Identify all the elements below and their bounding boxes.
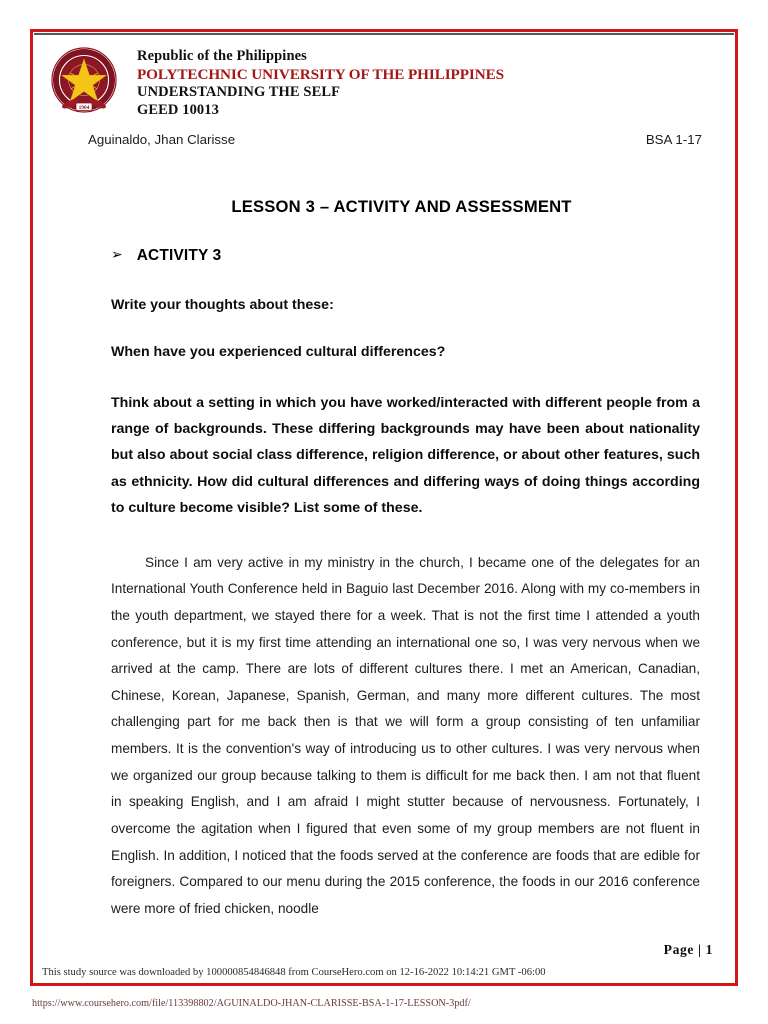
activity-heading	[111, 247, 700, 265]
letterhead-text	[137, 40, 504, 120]
answer-paragraph: Since I am very active in my ministry in the church, I became one of the delegates for an International Youth Conference held in Baguio last December 2016. Along with my co-members in the youth department, we stayed there for a week. That is not the first time I attended a youth conference, but it is my first time attending an international one so, I was very nervous when we arrived at the camp. There are lots of different cultures there. I met an American, Canadian, Chinese, Korean, Japanese, Spanish, German, and many more different cultures. The most challenging part for me back then is that we will form a group consisting of ten unfamiliar members. It is the convention's way of introducing us to other cultures. I was very nervous when we organized our group because talking to them is difficult for me back then. I am not that fluent in speaking English, and I am afraid I might stutter because of nervousness. Fortunately, I overcome the agitation when I figured that even some of my group members are not fluent in English. In addition, I noticed that the foods served at the conference are foods that are edible for foreigners. Compared to our menu during the 2015 conference, the foods in our 2016 conference were more of fried chicken, noodle	[111, 554, 700, 916]
letterhead-line-republic: Republic of the Philippines	[137, 48, 307, 64]
page-content-area	[33, 32, 735, 983]
download-watermark: This study source was downloaded by 100000854846848 from CourseHero.com on 12-16-2022 10:14:21 GMT -06:00	[42, 967, 546, 978]
prompt-instruction: Write your thoughts about these:	[111, 297, 334, 313]
letterhead-line-course-code: GEED 10013	[137, 101, 219, 118]
svg-text:1904: 1904	[78, 105, 90, 111]
source-url: https://www.coursehero.com/file/113398802/AGUINALDO-JHAN-CLARISSE-BSA-1-17-LESSON-3pdf/	[32, 998, 471, 1009]
student-info-row	[88, 132, 702, 147]
student-name: Aguinaldo, Jhan Clarisse	[88, 132, 236, 147]
prompt-detail: Think about a setting in which you have worked/interacted with different people from a range of backgrounds. These differing backgrounds may have been about nationality but also about social class difference, religion difference, or about other features, such as ethnicity. How did cultural differences and differing ways of doing things according to culture become visible? List some of these.	[111, 394, 700, 517]
document-body	[111, 197, 700, 923]
page-border-frame	[30, 29, 738, 986]
activity-label: ACTIVITY 3	[136, 247, 222, 264]
student-section: BSA 1-17	[645, 132, 702, 147]
arrowhead-bullet-icon: ➢	[111, 246, 123, 262]
letterhead-line-university: POLYTECHNIC UNIVERSITY OF THE PHILIPPINES	[137, 65, 504, 83]
pup-seal-icon	[49, 45, 119, 115]
prompt-question: When have you experienced cultural differences?	[111, 344, 446, 361]
letterhead-line-course-title: UNDERSTANDING THE SELF	[137, 84, 341, 101]
page-title: LESSON 3 – ACTIVITY AND ASSESSMENT	[231, 197, 572, 216]
page-number: Page | 1	[663, 942, 713, 957]
letterhead	[43, 40, 725, 120]
